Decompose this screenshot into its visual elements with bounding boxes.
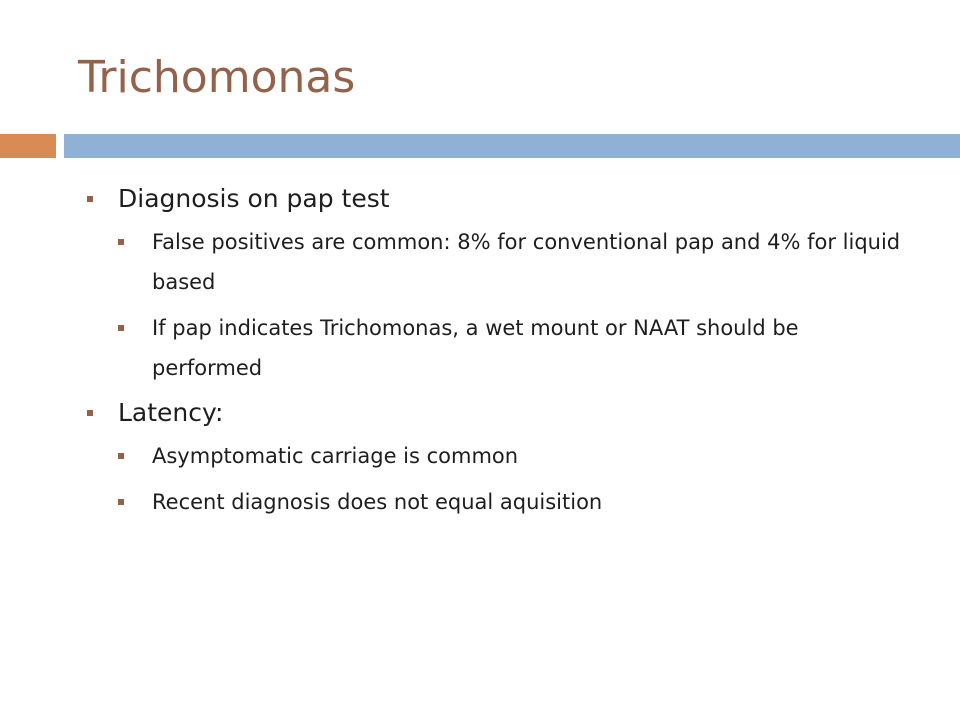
sub-bullet-text: Asymptomatic carriage is common [152,444,519,468]
sub-bullet-asymptomatic [84,436,904,476]
square-bullet-icon [118,453,124,459]
bullet-text: Diagnosis on pap test [118,184,390,213]
sub-bullet-text: False positives are common: 8% for conventional pap and 4% for liquid based [152,230,901,294]
title-divider-bar [64,134,960,158]
sub-bullet-wet-mount [84,308,904,388]
sub-bullet-recent-diagnosis [84,482,904,522]
slide-title: Trichomonas [78,52,356,103]
title-accent-bar [0,134,56,158]
bullet-diagnosis [84,180,904,218]
sub-bullet-text: If pap indicates Trichomonas, a wet mount or NAAT should be performed [152,316,799,380]
square-bullet-icon [118,325,124,331]
square-bullet-icon [118,239,124,245]
bullet-latency [84,394,904,432]
sub-bullet-text: Recent diagnosis does not equal aquisition [152,490,603,514]
sub-bullet-false-positives [84,222,904,302]
square-bullet-icon [87,410,93,416]
square-bullet-icon [87,196,93,202]
square-bullet-icon [118,499,124,505]
bullet-text: Latency: [118,398,224,427]
slide-content [84,180,904,528]
